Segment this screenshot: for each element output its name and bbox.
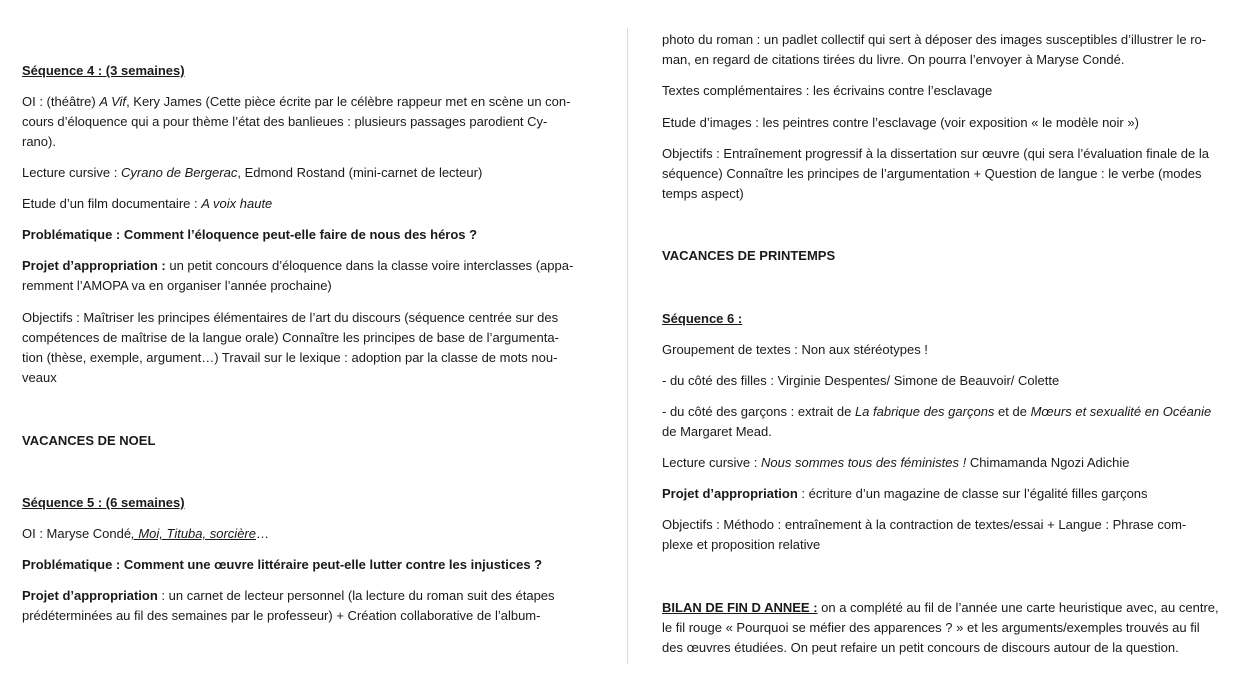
seq6-projet: Projet d’appropriation : écriture d’un magazine de classe sur l’égalité filles garçons (662, 486, 1148, 501)
etude-images: Etude d’images : les peintres contre l’esclavage (voir exposition « le modèle noir ») (662, 115, 1139, 130)
seq5-objectifs-line3: temps aspect) (662, 186, 744, 201)
seq4-film: Etude d’un film documentaire : A voix haute (22, 196, 273, 211)
seq5-cont-line2: man, en regard de citations tirées du livre. On pourra l’envoyer à Maryse Condé. (662, 52, 1125, 67)
seq4-objectifs-line2: compétences de maîtrise de la langue orale) Connaître les principes de base de l’argumenta- (22, 330, 559, 345)
seq4-problematique: Problématique : Comment l’éloquence peut-elle faire de nous des héros ? (22, 227, 478, 242)
seq5-problematique: Problématique : Comment une œuvre littéraire peut-elle lutter contre les injustices ? (22, 557, 543, 572)
seq4-title: Séquence 4 : (3 semaines) (22, 63, 185, 78)
seq4-objectifs-line3: tion (thèse, exemple, argument…) Travail sur le lexique : adoption par la classe de mots nou- (22, 350, 558, 365)
seq5-projet-line2: prédéterminées au fil des semaines par le professeur) + Création collaborative de l’album- (22, 608, 541, 623)
seq4-objectifs-line1: Objectifs : Maîtriser les principes élémentaires de l’art du discours (séquence centrée sur des (22, 310, 559, 325)
seq5-oi: OI : Maryse Condé, Moi, Tituba, sorcière… (22, 526, 269, 541)
seq6-groupement: Groupement de textes : Non aux stéréotypes ! (662, 342, 928, 357)
seq6-cursive: Lecture cursive : Nous sommes tous des féministes ! Chimamanda Ngozi Adichie (662, 455, 1130, 470)
bilan-line1: BILAN DE FIN D ANNEE : on a complété au fil de l’année une carte heuristique avec, au centre, (662, 600, 1219, 615)
seq6-objectifs-line2: plexe et proposition relative (662, 537, 821, 552)
seq4-cursive: Lecture cursive : Cyrano de Bergerac, Edmond Rostand (mini-carnet de lecteur) (22, 165, 483, 180)
vacances-noel: VACANCES DE NOEL (22, 433, 156, 448)
bilan-line3: des œuvres étudiées. On peut refaire un petit concours de discours autour de la question. (662, 640, 1179, 655)
seq6-garcons-line2: de Margaret Mead. (662, 424, 772, 439)
vacances-printemps: VACANCES DE PRINTEMPS (662, 248, 836, 263)
seq4-projet-line1: Projet d’appropriation : un petit concours d’éloquence dans la classe voire interclasses (appa- (22, 258, 574, 273)
seq5-title: Séquence 5 : (6 semaines) (22, 495, 185, 510)
seq5-cont-line1: photo du roman : un padlet collectif qui sert à déposer des images susceptibles d’illustrer le ro- (662, 32, 1207, 47)
bilan-line2: le fil rouge « Pourquoi se méfier des apparences ? » et les arguments/exemples trouvés au fil (662, 620, 1200, 635)
seq6-garcons-line1: - du côté des garçons : extrait de La fabrique des garçons et de Mœurs et sexualité en Océanie (662, 404, 1212, 419)
seq4-oi-line1: OI : (théâtre) A Vif, Kery James (Cette pièce écrite par le célèbre rappeur met en scène un con- (22, 94, 571, 109)
seq4-oi-line3: rano). (22, 134, 56, 149)
seq5-objectifs-line1: Objectifs : Entraînement progressif à la dissertation sur œuvre (qui sera l’évaluation finale de la (662, 146, 1209, 161)
seq4-oi-line2: cours d’éloquence qui a pour thème l’état des banlieues : plusieurs passages parodient Cy- (22, 114, 548, 129)
seq6-objectifs-line1: Objectifs : Méthodo : entraînement à la contraction de textes/essai + Langue : Phrase com- (662, 517, 1187, 532)
seq6-title: Séquence 6 : (662, 311, 743, 326)
seq4-objectifs-line4: veaux (22, 370, 57, 385)
seq5-objectifs-line2: séquence) Connaître les principes de l’argumentation + Question de langue : le verbe (modes (662, 166, 1202, 181)
seq6-filles: - du côté des filles : Virginie Despentes/ Simone de Beauvoir/ Colette (662, 373, 1060, 388)
seq5-projet-line1: Projet d’appropriation : un carnet de lecteur personnel (la lecture du roman suit des étapes (22, 588, 555, 603)
column-divider (627, 28, 628, 664)
textes-complementaires: Textes complémentaires : les écrivains contre l’esclavage (662, 83, 993, 98)
seq4-projet-line2: remment l’AMOPA va en organiser l’année prochaine) (22, 278, 332, 293)
